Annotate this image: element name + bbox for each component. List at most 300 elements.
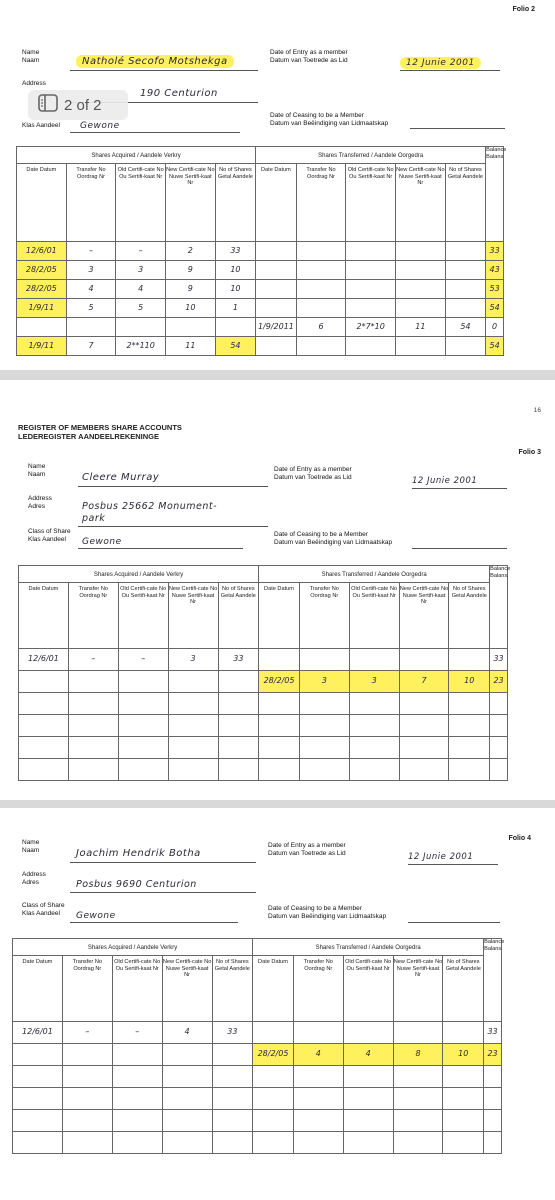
table-cell (118, 715, 168, 737)
acquired-header: Shares Acquired / Aandele Verkry (17, 147, 256, 164)
table-cell (253, 1132, 294, 1154)
table-cell (399, 759, 449, 781)
table-cell (445, 299, 485, 318)
table-cell (68, 759, 118, 781)
table-cell (445, 280, 485, 299)
entry-date-label: Date of Entry as a member Datum van Toetrede as Lid (268, 842, 346, 857)
table-cell: 3 (349, 671, 399, 693)
table-cell (259, 693, 300, 715)
table-cell (343, 1110, 393, 1132)
table-cell: 54 (486, 299, 504, 318)
table-cell (62, 1066, 112, 1088)
table-cell (490, 737, 508, 759)
table-cell: 1/9/11 (17, 337, 67, 356)
table-cell (66, 318, 116, 337)
balance-header: Balance Balans (486, 147, 504, 242)
table-cell: 10 (166, 299, 216, 318)
table-cell: 7 (66, 337, 116, 356)
table-cell (68, 693, 118, 715)
table-cell (443, 1022, 484, 1044)
table-cell (118, 671, 168, 693)
table-cell: 33 (212, 1022, 253, 1044)
folio-number: Folio 4 (508, 835, 531, 842)
column-header-new-cert: New Certifi-cate No Nuwe Sertifi-kaat Nr (393, 956, 443, 1022)
table-cell (445, 337, 485, 356)
table-cell (162, 1132, 212, 1154)
column-header-transfer: Transfer No Oordrag Nr (299, 583, 349, 649)
name-underline (78, 486, 268, 487)
column-header-old-cert: Old Certifi-cate No Ou Sertifi-kaat Nr (349, 583, 399, 649)
table-cell (168, 737, 218, 759)
column-header-shares: No of Shares Getal Aandele (212, 956, 253, 1022)
table-cell (116, 318, 166, 337)
table-cell (449, 759, 490, 781)
table-cell (346, 242, 396, 261)
table-cell: 33 (218, 649, 259, 671)
table-cell (19, 693, 69, 715)
share-ledger-table (16, 146, 507, 356)
column-header-transfer: Transfer No Oordrag Nr (66, 164, 116, 242)
table-cell (346, 261, 396, 280)
table-cell (166, 318, 216, 337)
table-cell (293, 1022, 343, 1044)
member-name-value: Natholé Secofo Motshekga (76, 55, 234, 68)
name-label: Name Naam (22, 49, 40, 64)
table-cell (212, 1044, 253, 1066)
address-label: Address Adres (22, 871, 46, 886)
table-cell: – (62, 1022, 112, 1044)
column-header-old-cert: Old Certifi-cate No Ou Sertifi-kaat Nr (116, 164, 166, 242)
class-label: Class of Share Klas Aandeel (28, 528, 71, 543)
table-cell (293, 1110, 343, 1132)
table-cell (343, 1088, 393, 1110)
table-cell (19, 759, 69, 781)
table-cell (396, 242, 446, 261)
table-cell: 11 (396, 318, 446, 337)
table-cell: 33 (484, 1022, 502, 1044)
column-header-old-cert: Old Certifi-cate No Ou Sertifi-kaat Nr (112, 956, 162, 1022)
ceasing-underline (412, 548, 507, 549)
address-value-line2: park (82, 513, 106, 524)
table-cell (112, 1066, 162, 1088)
table-cell (490, 715, 508, 737)
column-header-date: Date Datum (17, 164, 67, 242)
table-cell: 1/9/11 (17, 299, 67, 318)
table-cell: – (68, 649, 118, 671)
table-cell (218, 693, 259, 715)
table-cell (13, 1088, 63, 1110)
table-cell: 6 (296, 318, 346, 337)
folio-number: Folio 2 (512, 6, 535, 13)
share-ledger-table (12, 938, 505, 1154)
table-cell (13, 1044, 63, 1066)
address-underline (70, 892, 256, 893)
table-cell (162, 1088, 212, 1110)
column-header-shares: No of Shares Getal Aandele (449, 583, 490, 649)
table-cell (343, 1132, 393, 1154)
column-header-date: Date Datum (19, 583, 69, 649)
table-cell (293, 1132, 343, 1154)
class-value: Gewone (80, 121, 120, 131)
table-cell: 0 (486, 318, 504, 337)
column-header-date: Date Datum (256, 164, 296, 242)
table-cell: 54 (486, 337, 504, 356)
table-row (13, 1088, 502, 1110)
table-cell: 9 (166, 261, 216, 280)
table-cell (253, 1110, 294, 1132)
column-header-transfer: Transfer No Oordrag Nr (293, 956, 343, 1022)
table-cell (218, 759, 259, 781)
address-label: Address (22, 80, 46, 87)
transferred-header: Shares Transferred / Aandele Oorgedra (253, 939, 484, 956)
entry-date-label: Date of Entry as a member Datum van Toetrede as Lid (270, 49, 348, 64)
table-cell (168, 693, 218, 715)
table-cell: 33 (486, 242, 504, 261)
document-page-2 (0, 380, 555, 800)
name-underline (70, 862, 256, 863)
table-cell (259, 759, 300, 781)
table-row (19, 671, 508, 693)
table-cell (62, 1132, 112, 1154)
column-header-new-cert: New Certifi-cate No Nuwe Sertifi-kaat Nr (396, 164, 446, 242)
table-cell (349, 649, 399, 671)
table-cell (346, 337, 396, 356)
table-cell: 10 (215, 261, 255, 280)
column-header-transfer: Transfer No Oordrag Nr (62, 956, 112, 1022)
table-cell: 2**110 (116, 337, 166, 356)
table-cell (253, 1088, 294, 1110)
table-cell (490, 693, 508, 715)
table-cell (62, 1044, 112, 1066)
ceasing-label: Date of Ceasing to be a Member Datum van Beëindiging van Lidmaatskap (270, 112, 389, 127)
page-number: 16 (533, 407, 541, 414)
table-cell (393, 1088, 443, 1110)
table-cell (218, 715, 259, 737)
table-cell (346, 280, 396, 299)
table-cell: – (66, 242, 116, 261)
table-cell (212, 1066, 253, 1088)
table-cell (118, 759, 168, 781)
table-row (13, 1066, 502, 1088)
column-header-shares: No of Shares Getal Aandele (215, 164, 255, 242)
table-cell (393, 1022, 443, 1044)
table-cell: 2*7*10 (346, 318, 396, 337)
table-cell: 10 (443, 1044, 484, 1066)
table-cell: 10 (215, 280, 255, 299)
table-cell (215, 318, 255, 337)
table-cell (349, 759, 399, 781)
column-header-date: Date Datum (13, 956, 63, 1022)
table-cell (293, 1066, 343, 1088)
entry-underline (408, 864, 498, 865)
column-header-new-cert: New Certifi-cate No Nuwe Sertifi-kaat Nr (399, 583, 449, 649)
table-cell (299, 649, 349, 671)
table-cell (19, 671, 69, 693)
table-cell (484, 1110, 502, 1132)
column-header-date: Date Datum (259, 583, 300, 649)
table-cell (296, 242, 346, 261)
table-cell (343, 1022, 393, 1044)
column-header-new-cert: New Certifi-cate No Nuwe Sertifi-kaat Nr (166, 164, 216, 242)
column-header-date: Date Datum (253, 956, 294, 1022)
table-cell (399, 715, 449, 737)
table-cell (212, 1110, 253, 1132)
table-cell: 23 (484, 1044, 502, 1066)
table-cell (112, 1088, 162, 1110)
table-cell: 28/2/05 (253, 1044, 294, 1066)
transferred-header: Shares Transferred / Aandele Oorgedra (259, 566, 490, 583)
entry-date-value: 12 Junie 2001 (400, 57, 481, 69)
table-cell: 3 (66, 261, 116, 280)
table-cell: 7 (399, 671, 449, 693)
table-cell (296, 280, 346, 299)
table-cell: 12/6/01 (19, 649, 69, 671)
table-cell (62, 1110, 112, 1132)
table-cell (399, 649, 449, 671)
table-cell: 3 (116, 261, 166, 280)
table-row (19, 649, 508, 671)
table-cell: 2 (166, 242, 216, 261)
table-cell: 12/6/01 (17, 242, 67, 261)
table-cell (162, 1110, 212, 1132)
table-cell (253, 1066, 294, 1088)
table-row (17, 318, 504, 337)
table-cell (19, 715, 69, 737)
column-header-old-cert: Old Certifi-cate No Ou Sertifi-kaat Nr (118, 583, 168, 649)
entry-date-value: 12 Junie 2001 (408, 852, 474, 862)
name-underline (70, 70, 258, 71)
member-name-value: Cleere Murray (82, 472, 160, 483)
table-cell (256, 337, 296, 356)
table-cell (393, 1066, 443, 1088)
table-cell (443, 1132, 484, 1154)
table-cell (449, 737, 490, 759)
column-header-shares: No of Shares Getal Aandele (445, 164, 485, 242)
table-cell: 4 (343, 1044, 393, 1066)
table-cell (118, 693, 168, 715)
table-row (17, 280, 504, 299)
table-cell (13, 1132, 63, 1154)
table-cell (296, 261, 346, 280)
table-cell (253, 1022, 294, 1044)
table-cell: 33 (215, 242, 255, 261)
table-cell (396, 280, 446, 299)
entry-date-label: Date of Entry as a member Datum van Toetrede as Lid (274, 466, 352, 481)
class-value: Gewone (76, 911, 116, 921)
folio-number: Folio 3 (518, 449, 541, 456)
table-cell: 5 (116, 299, 166, 318)
table-cell (399, 737, 449, 759)
table-cell: 4 (66, 280, 116, 299)
table-cell: 8 (393, 1044, 443, 1066)
table-cell (259, 649, 300, 671)
balance-header: Balance Balans (484, 939, 502, 1022)
table-cell: 3 (299, 671, 349, 693)
column-header-transfer: Transfer No Oordrag Nr (68, 583, 118, 649)
table-cell (443, 1110, 484, 1132)
table-cell (68, 671, 118, 693)
ceasing-label: Date of Ceasing to be a Member Datum van Beëindiging van Lidmaatskap (274, 531, 393, 546)
class-label: Class of Share Klas Aandeel (22, 902, 65, 917)
table-cell (299, 737, 349, 759)
table-cell (349, 737, 399, 759)
table-cell: 12/6/01 (13, 1022, 63, 1044)
table-cell (256, 299, 296, 318)
table-cell (118, 737, 168, 759)
table-cell (346, 299, 396, 318)
table-row (17, 242, 504, 261)
column-header-new-cert: New Certifi-cate No Nuwe Sertifi-kaat Nr (168, 583, 218, 649)
table-cell: 53 (486, 280, 504, 299)
page-indicator-text: 2 of 2 (64, 96, 102, 114)
table-cell (396, 299, 446, 318)
entry-underline (400, 70, 500, 71)
table-cell (296, 299, 346, 318)
table-cell (396, 261, 446, 280)
table-cell (162, 1066, 212, 1088)
table-cell (299, 715, 349, 737)
document-page-1 (0, 0, 555, 370)
pages-icon (38, 94, 58, 117)
table-cell (168, 759, 218, 781)
table-cell (218, 737, 259, 759)
table-cell (443, 1088, 484, 1110)
table-row (19, 759, 508, 781)
table-cell (443, 1066, 484, 1088)
table-cell (13, 1066, 63, 1088)
table-cell (445, 242, 485, 261)
table-cell (212, 1132, 253, 1154)
share-ledger-table (18, 565, 511, 781)
table-cell: 4 (293, 1044, 343, 1066)
table-cell (296, 337, 346, 356)
column-header-transfer: Transfer No Oordrag Nr (296, 164, 346, 242)
table-cell: – (118, 649, 168, 671)
table-cell: – (116, 242, 166, 261)
table-cell (349, 693, 399, 715)
address-label: Address Adres (28, 495, 52, 510)
table-cell (299, 759, 349, 781)
table-cell (68, 737, 118, 759)
table-row (13, 1132, 502, 1154)
table-cell: 43 (486, 261, 504, 280)
column-header-new-cert: New Certifi-cate No Nuwe Sertifi-kaat Nr (162, 956, 212, 1022)
table-cell: 10 (449, 671, 490, 693)
table-cell: 54 (215, 337, 255, 356)
table-cell: 33 (490, 649, 508, 671)
table-cell: 28/2/05 (17, 261, 67, 280)
table-cell: 3 (168, 649, 218, 671)
table-cell (19, 737, 69, 759)
table-row (17, 299, 504, 318)
table-cell (484, 1132, 502, 1154)
table-row (13, 1022, 502, 1044)
acquired-header: Shares Acquired / Aandele Verkry (13, 939, 253, 956)
table-cell: 11 (166, 337, 216, 356)
table-cell (62, 1088, 112, 1110)
table-cell (299, 693, 349, 715)
name-label: Name Naam (28, 463, 46, 478)
name-label: Name Naam (22, 839, 40, 854)
balance-header: Balance Balans (490, 566, 508, 649)
table-cell (168, 671, 218, 693)
ceasing-label: Date of Ceasing to be a Member Datum van Beëindiging van Lidmaatskap (268, 905, 387, 920)
table-cell (256, 261, 296, 280)
table-row (17, 261, 504, 280)
table-cell (445, 261, 485, 280)
table-cell (349, 715, 399, 737)
entry-date-value: 12 Junie 2001 (412, 476, 478, 486)
ceasing-underline (410, 128, 505, 129)
table-cell (449, 715, 490, 737)
table-row (19, 693, 508, 715)
document-page-3 (0, 808, 555, 1200)
table-cell (13, 1110, 63, 1132)
column-header-shares: No of Shares Getal Aandele (218, 583, 259, 649)
table-cell (256, 280, 296, 299)
table-cell: 1 (215, 299, 255, 318)
table-cell: 5 (66, 299, 116, 318)
table-cell (168, 715, 218, 737)
class-underline (70, 132, 240, 133)
table-row (13, 1110, 502, 1132)
table-row (13, 1044, 502, 1066)
table-cell (68, 715, 118, 737)
table-cell (343, 1066, 393, 1088)
table-row (19, 737, 508, 759)
table-cell (212, 1088, 253, 1110)
table-cell (393, 1132, 443, 1154)
table-cell (259, 715, 300, 737)
class-underline (70, 922, 238, 923)
table-cell (399, 693, 449, 715)
table-cell: – (112, 1022, 162, 1044)
acquired-header: Shares Acquired / Aandele Verkry (19, 566, 259, 583)
column-header-old-cert: Old Certifi-cate No Ou Sertifi-kaat Nr (346, 164, 396, 242)
table-cell (17, 318, 67, 337)
table-cell (218, 671, 259, 693)
table-cell (256, 242, 296, 261)
column-header-shares: No of Shares Getal Aandele (443, 956, 484, 1022)
page-indicator-badge[interactable] (28, 90, 128, 120)
table-cell (162, 1044, 212, 1066)
table-cell (112, 1044, 162, 1066)
address-value: Posbus 25662 Monument- (82, 501, 218, 512)
ceasing-underline (408, 922, 500, 923)
table-cell: 23 (490, 671, 508, 693)
address-value: Posbus 9690 Centurion (76, 879, 197, 890)
table-cell: 4 (162, 1022, 212, 1044)
address-underline (78, 526, 268, 527)
register-title: REGISTER OF MEMBERS SHARE ACCOUNTS LEDEREGISTER AANDEELREKENINGE (18, 423, 182, 441)
table-cell: 4 (116, 280, 166, 299)
transferred-header: Shares Transferred / Aandele Oorgedra (256, 147, 486, 164)
table-cell (396, 337, 446, 356)
address-value: 190 Centurion (140, 88, 218, 99)
table-cell (484, 1088, 502, 1110)
table-cell: 28/2/05 (259, 671, 300, 693)
table-cell (484, 1066, 502, 1088)
table-cell: 1/9/2011 (256, 318, 296, 337)
table-cell (112, 1132, 162, 1154)
table-cell (112, 1110, 162, 1132)
table-cell (490, 759, 508, 781)
class-label: Klas Aandeel (22, 122, 60, 129)
member-name-value: Joachim Hendrik Botha (76, 848, 201, 859)
table-cell (259, 737, 300, 759)
table-cell: 9 (166, 280, 216, 299)
column-header-old-cert: Old Certifi-cate No Ou Sertifi-kaat Nr (343, 956, 393, 1022)
